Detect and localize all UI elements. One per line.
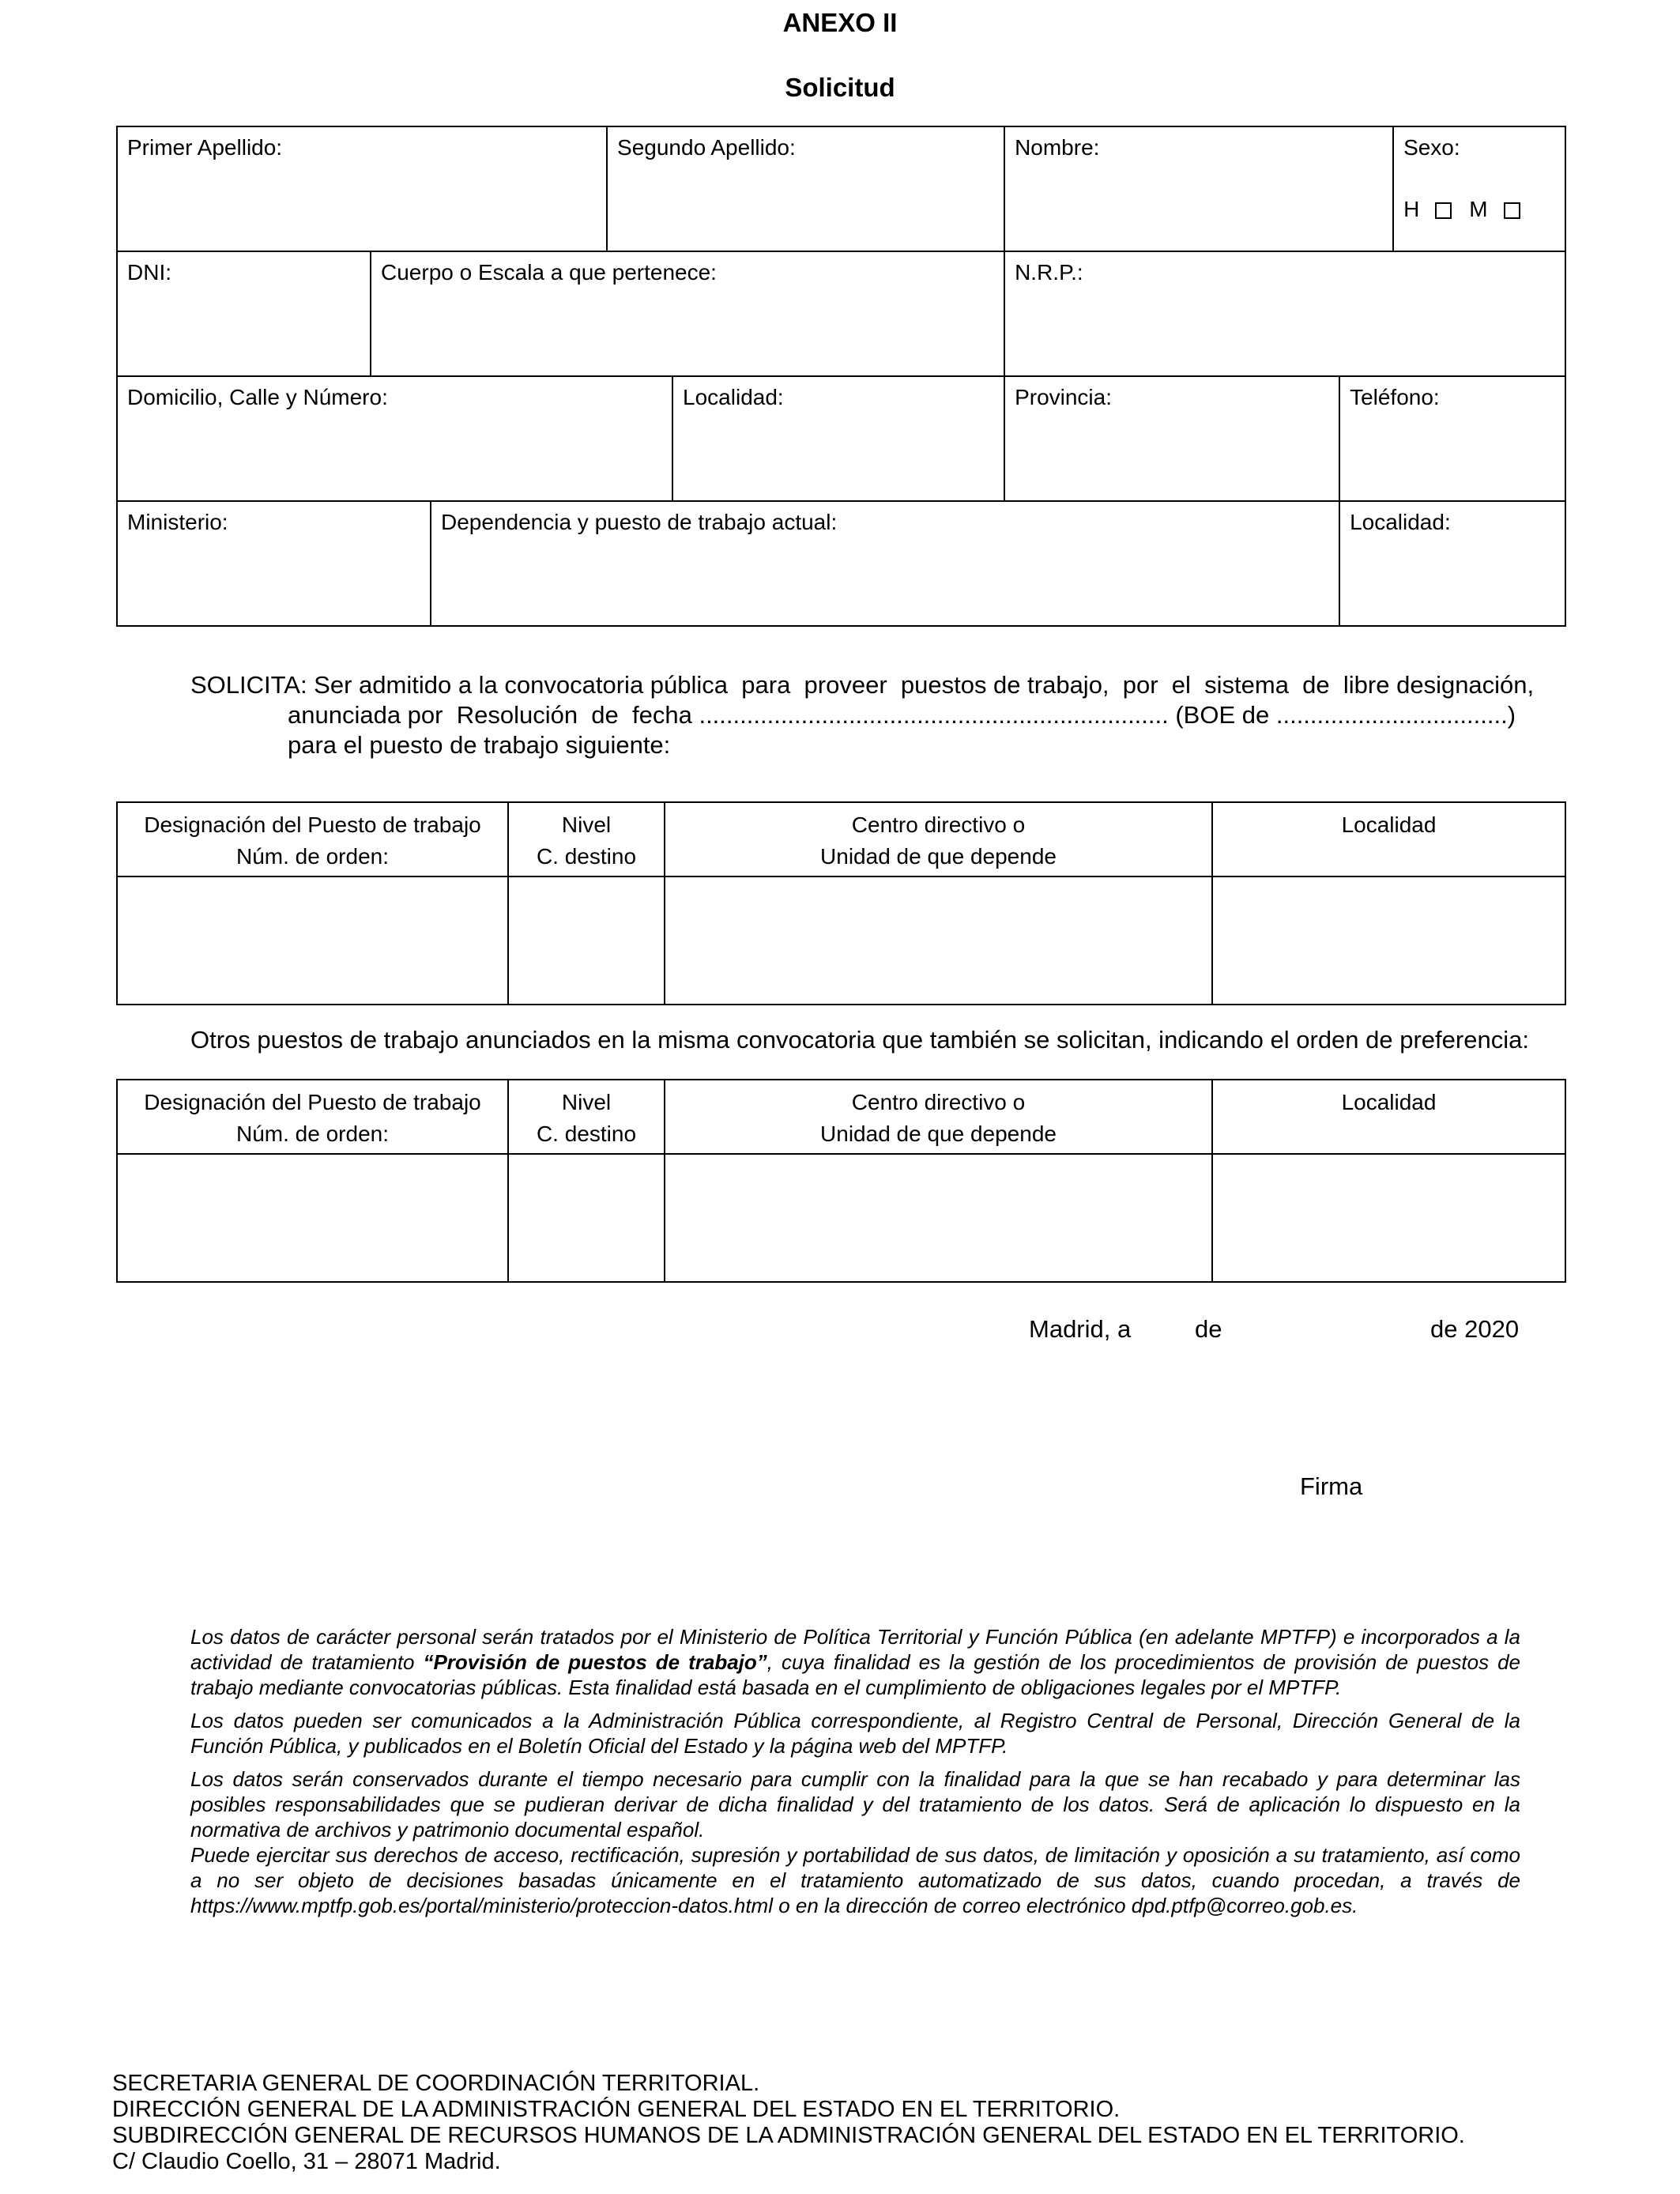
footer-address: [112, 2071, 1465, 2175]
requested-job-table: [116, 801, 1566, 1005]
centro-header: Centro directivo o Unidad de que depende: [665, 802, 1212, 876]
provincia-field[interactable]: [1004, 376, 1339, 501]
footer-line-4: C/ Claudio Coello, 31 – 28071 Madrid.: [112, 2149, 501, 2174]
footer-line-3: SUBDIRECCIÓN GENERAL DE RECURSOS HUMANOS DE LA ADMINISTRACIÓN GENERAL DEL ESTADO EN EL TERRITORIO.: [112, 2123, 1465, 2148]
solicita-line-3: para el puesto de trabajo siguiente:: [288, 731, 671, 759]
dni-field[interactable]: [117, 251, 371, 376]
nombre-label: Nombre:: [1015, 135, 1100, 160]
localidad-actual-label: Localidad:: [1350, 510, 1451, 534]
date-place-label: Madrid, a: [1029, 1315, 1132, 1343]
domicilio-label: Domicilio, Calle y Número:: [127, 385, 388, 409]
localidad-cell[interactable]: [1212, 1154, 1565, 1282]
sexo-m-checkbox[interactable]: [1504, 202, 1520, 219]
centro-cell[interactable]: [665, 876, 1212, 1005]
segundo-apellido-label: Segundo Apellido:: [617, 135, 796, 160]
otros-puestos-text: Otros puestos de trabajo anunciados en la misma convocatoria que también se solicitan, indicando el orden de preferencia:: [190, 1026, 1529, 1054]
nivel-header: Nivel C. destino: [508, 1080, 665, 1154]
other-jobs-table: [116, 1079, 1566, 1283]
centro-cell[interactable]: [665, 1154, 1212, 1282]
localidad-field[interactable]: [672, 376, 1004, 501]
telefono-label: Teléfono:: [1350, 385, 1440, 409]
localidad-actual-field[interactable]: [1339, 501, 1565, 626]
nivel-cell[interactable]: [508, 876, 665, 1005]
designacion-header: Designación del Puesto de trabajo Núm. de orden:: [117, 802, 508, 876]
annex-title: ANEXO II: [782, 8, 898, 37]
localidad-cell[interactable]: [1212, 876, 1565, 1005]
dni-label: DNI:: [127, 260, 171, 285]
firma-label: Firma: [1300, 1472, 1363, 1500]
ministerio-field[interactable]: [117, 501, 431, 626]
dependencia-field[interactable]: [431, 501, 1339, 626]
cuerpo-label: Cuerpo o Escala a que pertenece:: [381, 260, 717, 285]
legal-paragraph-3: Los datos serán conservados durante el tiempo necesario para cumplir con la finalidad para la que se han recabado y para determinar las posibles responsabilidades que se pudieran derivar de dicha finalidad y del tratamiento de los datos. Será de aplicación lo dispuesto en la normativa de archivos y patrimonio documental español.: [190, 1767, 1520, 1842]
footer-line-2: DIRECCIÓN GENERAL DE LA ADMINISTRACIÓN GENERAL DEL ESTADO EN EL TERRITORIO.: [112, 2097, 1121, 2122]
domicilio-field[interactable]: [117, 376, 672, 501]
personal-data-table: [116, 126, 1566, 627]
dependencia-label: Dependencia y puesto de trabajo actual:: [441, 510, 838, 534]
solicita-line-1: SOLICITA: Ser admitido a la convocatoria pública para proveer puestos de trabajo, por el sistema de libre designación,: [190, 671, 1535, 699]
centro-header: Centro directivo o Unidad de que depende: [665, 1080, 1212, 1154]
nivel-cell[interactable]: [508, 1154, 665, 1282]
nivel-header: Nivel C. destino: [508, 802, 665, 876]
legal-paragraph-4: Puede ejercitar sus derechos de acceso, rectificación, supresión y portabilidad de sus datos, de limitación y oposición a su tratamiento, así como a no ser objeto de decisiones basadas únicamente en el tratamiento automatizado de sus datos, cuando procedan, a través de https://www.mptfp.gob.es/portal/ministerio/proteccion-datos.html o en la dirección de correo electrónico dpd.ptfp@correo.gob.es.: [190, 1843, 1520, 1917]
nrp-field[interactable]: [1004, 251, 1565, 376]
nrp-label: N.R.P.:: [1015, 260, 1083, 285]
sexo-h-checkbox[interactable]: [1435, 202, 1452, 219]
sexo-label: Sexo:: [1403, 135, 1460, 160]
legal-paragraph-2: Los datos pueden ser comunicados a la Administración Pública correspondiente, al Registro Central de Personal, Dirección General de la Función Pública, y publicados en el Boletín Oficial del Estado y la página web del MPTFP.: [190, 1709, 1520, 1758]
solicita-paragraph: [190, 670, 1542, 760]
designacion-cell[interactable]: [117, 1154, 508, 1282]
localidad-header: Localidad: [1212, 802, 1565, 876]
date-de-label: de: [1195, 1315, 1222, 1343]
telefono-field[interactable]: [1339, 376, 1565, 501]
segundo-apellido-field[interactable]: [607, 126, 1004, 251]
data-protection-notice: [190, 1624, 1520, 1926]
legal-paragraph-1: Los datos de carácter personal serán tratados por el Ministerio de Política Territorial y Función Pública (en adelante MPTFP) e incorporados a la actividad de tratamiento “Provisión de puestos de trabajo”, cuya finalidad es la gestión de los procedimientos de provisión de puestos de trabajo mediante convocatorias públicas. Esta finalidad está basada en el cumplimiento de obligaciones legales por el MPTFP.: [190, 1625, 1520, 1699]
ministerio-label: Ministerio:: [127, 510, 228, 534]
designacion-cell[interactable]: [117, 876, 508, 1005]
cuerpo-field[interactable]: [371, 251, 1004, 376]
date-year-label: de 2020: [1430, 1315, 1520, 1343]
localidad-label: Localidad:: [683, 385, 784, 409]
solicita-line-2: anunciada por Resolución de fecha ..................................................................... (BOE de ..................................): [288, 701, 1516, 729]
sexo-h-label: H: [1403, 197, 1420, 221]
localidad-header: Localidad: [1212, 1080, 1565, 1154]
primer-apellido-field[interactable]: [117, 126, 607, 251]
page-title: Solicitud: [785, 73, 895, 102]
footer-line-1: SECRETARIA GENERAL DE COORDINACIÓN TERRITORIAL.: [112, 2071, 760, 2096]
primer-apellido-label: Primer Apellido:: [127, 135, 283, 160]
sexo-field: [1393, 126, 1565, 251]
sexo-m-label: M: [1469, 197, 1488, 221]
designacion-header: Designación del Puesto de trabajo Núm. de orden:: [117, 1080, 508, 1154]
provincia-label: Provincia:: [1015, 385, 1112, 409]
nombre-field[interactable]: [1004, 126, 1393, 251]
